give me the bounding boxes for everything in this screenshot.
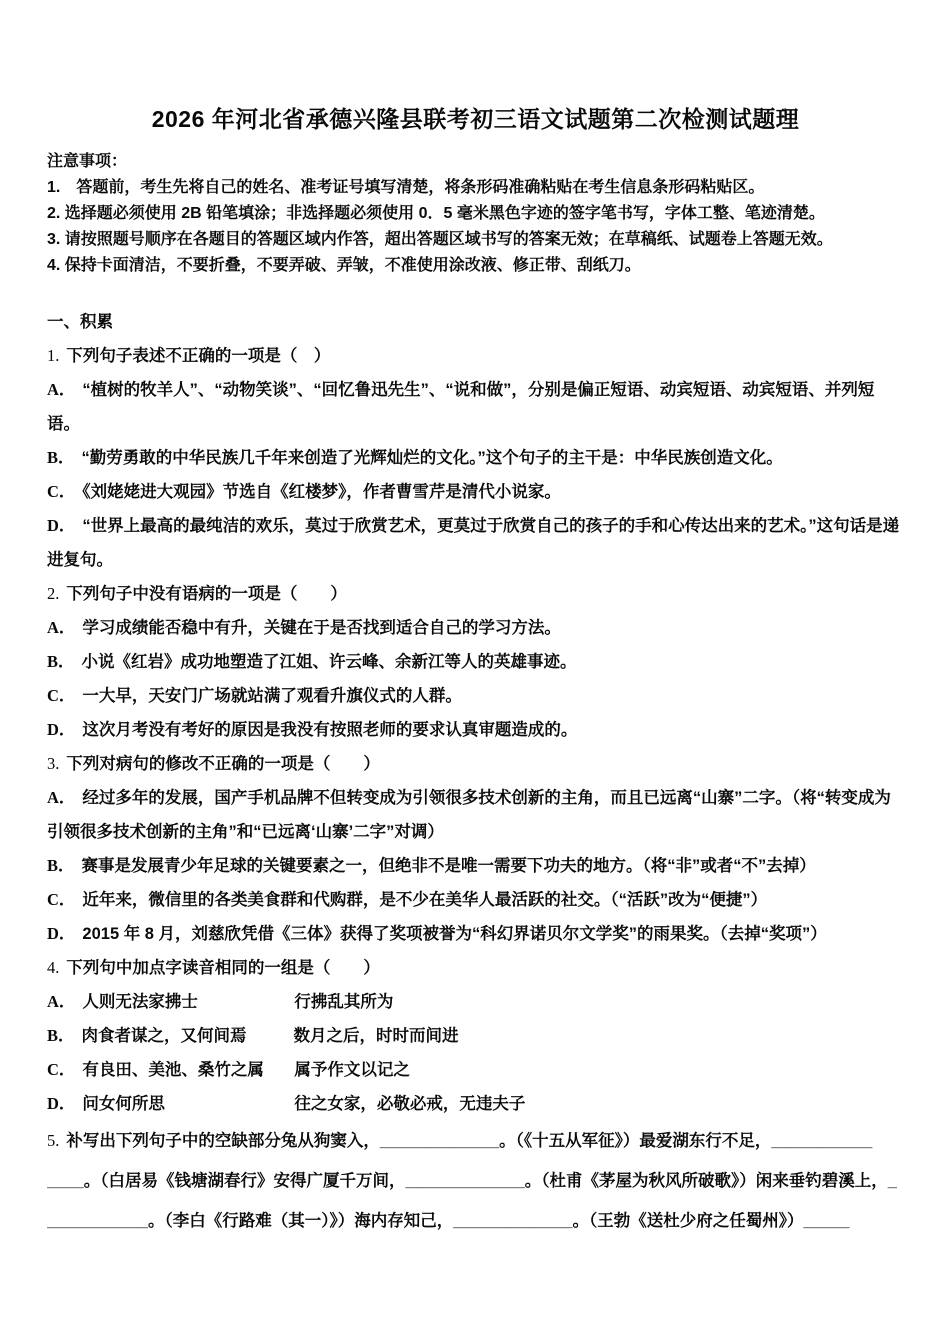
question-2-stem <box>47 577 904 611</box>
option-text: 近年来，微信里的各类美食群和代购群，是不少在美华人最活跃的社交。（“活跃”改为“便捷”） <box>82 891 768 909</box>
question-2 <box>47 577 904 747</box>
question-1 <box>47 339 904 577</box>
question-5-line-3: ___________。（李白《行路难（其一）》）海内存知己，_____________。（王勃《送杜少府之任蜀州》）_____ <box>47 1212 850 1230</box>
option-label: B． <box>47 1026 75 1045</box>
question-3-number: 3. <box>47 754 60 773</box>
question-2-option-a <box>47 611 904 645</box>
option-text: “植树的牧羊人”、“动物笑谈”、“回忆鲁迅先生”、“说和做”，分别是偏正短语、动宾短语、动宾短语、并列短语。 <box>47 381 875 433</box>
question-4-option-d <box>47 1087 904 1121</box>
notice-item-3: 3. 请按照题号顺序在各题目的答题区域内作答，超出答题区域书写的答案无效；在草稿纸、试题卷上答题无效。 <box>47 231 833 248</box>
question-3-option-d <box>47 917 904 951</box>
option-label: D． <box>47 516 76 535</box>
question-4-option-b <box>47 1019 904 1053</box>
option-phrase-left: 人则无法家拂士 <box>82 993 198 1011</box>
question-4-stem <box>47 951 904 985</box>
option-label: D． <box>47 1094 76 1113</box>
question-2-stem-text: 下列句子中没有语病的一项是（ ） <box>66 585 347 603</box>
option-text: 经过多年的发展，国产手机品牌不但转变成为引领很多技术创新的主角，而且已远离“山寨”二字。（将“转变成为引领很多技术创新的主角”和“已远离‘山寨’二字”对调） <box>47 789 891 841</box>
option-label: C． <box>47 482 76 501</box>
option-label: B． <box>47 448 75 467</box>
question-5-line-2: ____。（白居易《钱塘湖春行》安得广厦千万间，_____________。（杜甫《茅屋为秋风所破歌》）闲来垂钓碧溪上，_ <box>47 1172 897 1190</box>
option-text: 这次月考没有考好的原因是我没有按照老师的要求认真审题造成的。 <box>82 721 578 739</box>
question-3-stem-text: 下列对病句的修改不正确的一项是（ ） <box>66 755 380 773</box>
question-4-option-a <box>47 985 904 1019</box>
notice-item-1: 1. 答题前，考生先将自己的姓名、准考证号填写清楚，将条形码准确粘贴在考生信息条形码粘贴区。 <box>47 179 765 196</box>
option-phrase-right: 属予作文以记之 <box>294 1061 410 1079</box>
question-5 <box>47 1121 904 1241</box>
question-2-option-c <box>47 679 904 713</box>
option-phrase-left: 肉食者谋之，又何间焉 <box>81 1027 247 1045</box>
notice-item-2: 2. 选择题必须使用 2B 铅笔填涂；非选择题必须使用 0．5 毫米黑色字迹的签字笔书写，字体工整、笔迹清楚。 <box>47 205 825 222</box>
question-4-option-c <box>47 1053 904 1087</box>
option-label: C． <box>47 686 76 705</box>
option-phrase-right: 数月之后，时时而间进 <box>293 1027 459 1045</box>
option-label: D． <box>47 720 76 739</box>
page-title: 2026 年河北省承德兴隆县联考初三语文试题第二次检测试题理 <box>151 106 800 132</box>
question-5-number: 5. <box>47 1131 60 1150</box>
question-5-line-1 <box>47 1121 904 1161</box>
question-4-stem-text: 下列句中加点字读音相同的一组是（ ） <box>66 959 380 977</box>
question-4 <box>47 951 904 1121</box>
option-text: “勤劳勇敢的中华民族几千年来创造了光辉灿烂的文化。”这个句子的主干是：中华民族创造文化。 <box>81 449 783 467</box>
option-phrase-right: 往之女家，必敬必戒，无违夫子 <box>294 1095 526 1113</box>
option-phrase-right: 行拂乱其所为 <box>294 993 394 1011</box>
question-1-stem-text: 下列句子表述不正确的一项是（ ） <box>66 347 331 365</box>
option-label: B． <box>47 856 75 875</box>
option-text: 学习成绩能否稳中有升，关键在于是否找到适合自己的学习方法。 <box>82 619 561 637</box>
option-label: B． <box>47 652 75 671</box>
question-3-option-c <box>47 883 904 917</box>
option-label: A． <box>47 788 76 807</box>
notice-section <box>47 149 904 279</box>
question-1-option-c <box>47 475 904 509</box>
question-3-option-a <box>47 781 904 849</box>
option-label: A． <box>47 380 76 399</box>
option-label: C． <box>47 890 76 909</box>
option-text: “世界上最高的最纯洁的欢乐，莫过于欣赏艺术，更莫过于欣赏自己的孩子的手和心传达出来的艺术。”这句话是递进复句。 <box>47 517 900 569</box>
question-1-number: 1. <box>47 346 60 365</box>
option-text: 一大早，天安门广场就站满了观看升旗仪式的人群。 <box>82 687 462 705</box>
option-phrase-left: 有良田、美池、桑竹之属 <box>82 1061 264 1079</box>
option-label: A． <box>47 618 76 637</box>
question-4-number: 4. <box>47 958 60 977</box>
question-5-text: 补写出下列句子中的空缺部分兔从狗窦入，_____________。（《十五从军征》）最爱湖东行不足，___________ <box>66 1132 873 1150</box>
option-label: A． <box>47 992 76 1011</box>
question-2-option-b <box>47 645 904 679</box>
notice-heading: 注意事项： <box>47 153 128 170</box>
option-phrase-left: 问女何所思 <box>82 1095 165 1113</box>
question-1-option-b <box>47 441 904 475</box>
option-text: 2015 年 8 月，刘慈欣凭借《三体》获得了奖项被誉为“科幻界诺贝尔文学奖”的雨果奖。（去掉“奖项”） <box>82 925 827 943</box>
question-1-stem <box>47 339 904 373</box>
question-1-option-d <box>47 509 904 577</box>
option-label: D． <box>47 924 76 943</box>
question-3-option-b <box>47 849 904 883</box>
question-2-option-d <box>47 713 904 747</box>
option-text: 《刘姥姥进大观园》节选自《红楼梦》，作者曹雪芹是清代小说家。 <box>82 483 561 501</box>
question-2-number: 2. <box>47 584 60 603</box>
section-heading-accumulation: 一、积累 <box>47 313 113 331</box>
notice-item-4: 4. 保持卡面清洁，不要折叠，不要弄破、弄皱，不准使用涂改液、修正带、刮纸刀。 <box>47 257 641 274</box>
option-text: 小说《红岩》成功地塑造了江姐、许云峰、余新江等人的英雄事迹。 <box>81 653 577 671</box>
option-label: C． <box>47 1060 76 1079</box>
question-1-option-a <box>47 373 904 441</box>
option-text: 赛事是发展青少年足球的关键要素之一，但绝非不是唯一需要下功夫的地方。（将“非”或者“不”去掉） <box>81 857 816 875</box>
question-3 <box>47 747 904 951</box>
question-3-stem <box>47 747 904 781</box>
